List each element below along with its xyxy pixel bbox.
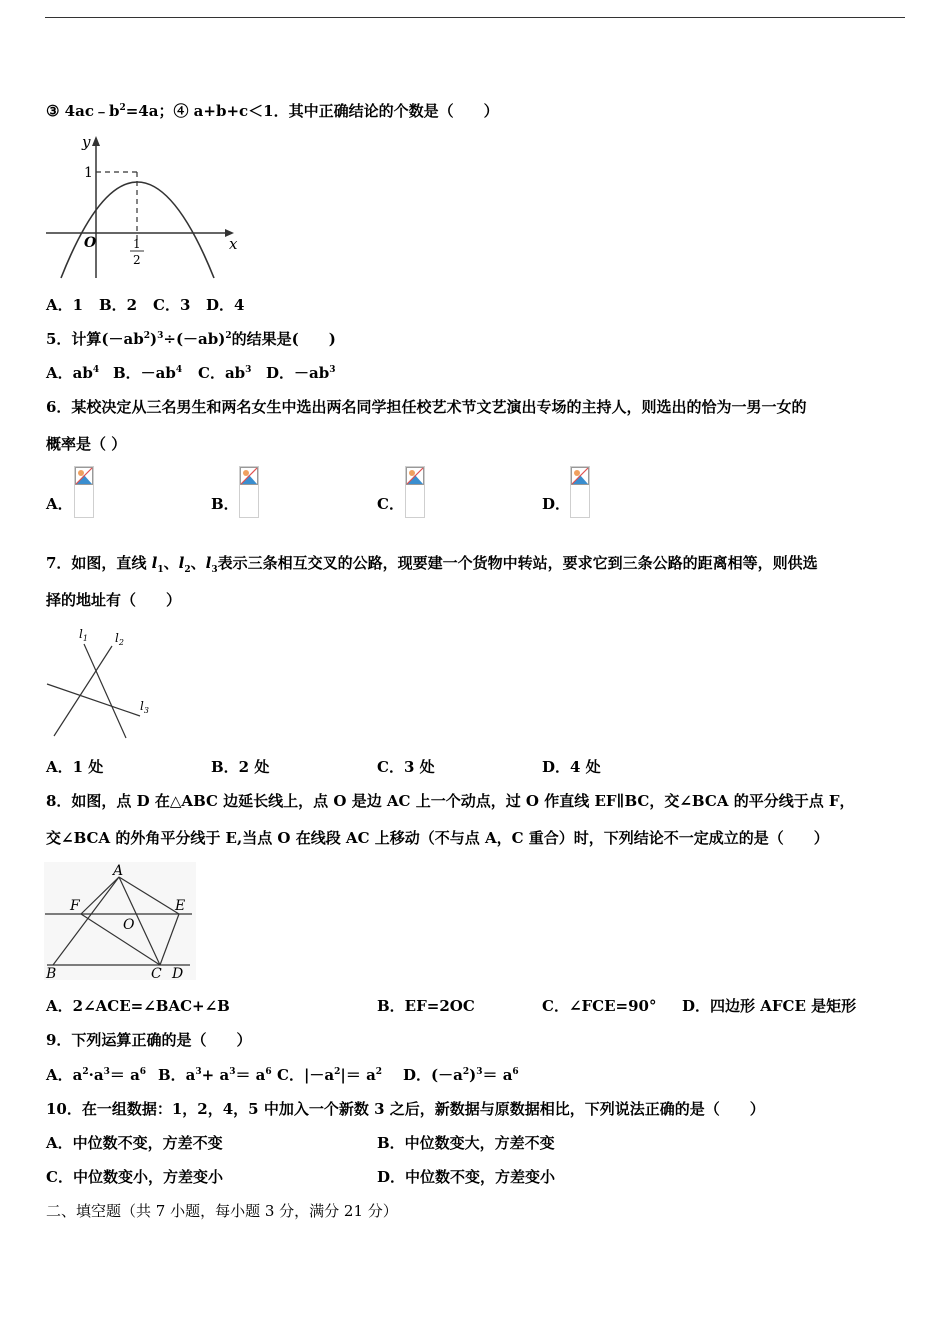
q8-option-b: B．EF=2OC (377, 997, 475, 1015)
q4-x-label: x (229, 235, 238, 253)
q6-option-a: A． (46, 495, 73, 513)
q9-option-a: A．$a^2\cdot a^3= a^6$ (46, 1066, 147, 1084)
q7-option-b: B．2 处 (211, 758, 270, 776)
q9-stem: 9．下列运算正确的是（ ） (46, 1031, 252, 1049)
q9-option-b: B．$a^3+ a^3= a^6$ (158, 1066, 272, 1084)
q8-label-f: F (70, 898, 80, 914)
q5-option-a: A．$ab^4$ (46, 364, 100, 382)
q7-option-d: D．4 处 (542, 758, 601, 776)
q4-origin-label: O (84, 235, 97, 251)
q8-stem-line1: 8．如图，点 D 在△ABC 边延长线上，点 O 是边 AC 上一个动点，过 O 作直线 EF∥BC，交∠BCA 的平分线于点 F， (46, 792, 855, 810)
q8-label-a: A (113, 863, 124, 879)
q8-option-c: C．∠FCE=90° (542, 997, 657, 1015)
svg-text:l1: $l_1$ (79, 627, 88, 643)
q7-option-a: A．1 处 (46, 758, 104, 776)
q8-label-c: C (151, 966, 162, 980)
q4-one-label: 1 (84, 165, 93, 181)
section-2-title: 二、填空题（共 7 小题，每小题 3 分，满分 21 分） (46, 1202, 398, 1220)
q10-option-a: A．中位数不变，方差不变 (46, 1134, 223, 1152)
q4-option-b: B．2 (99, 296, 138, 314)
q6-stem-line2: 概率是（ ） (46, 435, 127, 453)
q8-stem-line2: 交∠BCA 的外角平分线于 E,当点 O 在线段 AC 上移动（不与点 A，C 重合）时，下列结论不一定成立的是（ ） (46, 829, 829, 847)
header-rule (45, 17, 905, 18)
svg-text:l3: $l_3$ (140, 699, 149, 715)
q6-option-d: D． (542, 495, 571, 513)
q8-label-e: E (175, 898, 186, 914)
q4-option-c: C．3 (153, 296, 191, 314)
q7-stem-line2: 择的地址有（ ） (46, 591, 182, 609)
q4-option-d: D．4 (206, 296, 245, 314)
q10-option-c: C．中位数变小，方差变小 (46, 1168, 223, 1186)
q9-option-c: C．$|-a^2|= a^2$ (277, 1066, 383, 1084)
q10-option-d: D．中位数不变，方差变小 (377, 1168, 556, 1186)
q7-three-lines-figure (44, 624, 164, 742)
q4-half-numerator: 1 (133, 237, 141, 251)
q5-option-b: B．$-ab^4$ (113, 364, 183, 382)
q4-option-a: A．1 (46, 296, 84, 314)
q6-option-c-broken-image-icon (405, 466, 425, 518)
q6-option-a-broken-image-icon (74, 466, 94, 518)
q9-option-d: D．$(-a^2)^3= a^6$ (403, 1066, 519, 1084)
q7-stem-line1: 7．如图，直线 $l_1$、$l_2$、$l_3$表示三条相互交叉的公路，现要建一个货物中转站，要求它到三条公路的距离相等，则供选 (46, 554, 818, 575)
q7-fig-l3: l (140, 699, 144, 713)
q8-option-d: D．四边形 AFCE 是矩形 (682, 997, 857, 1015)
q8-label-b: B (46, 966, 57, 980)
q8-option-a: A．2∠ACE=∠BAC+∠B (46, 997, 230, 1015)
q8-label-d: D (172, 966, 184, 980)
q10-stem: 10．在一组数据：1，2，4，5 中加入一个新数 3 之后，新数据与原数据相比，下列说法正确的是（ ） (46, 1100, 765, 1118)
q7-fig-l1: l (79, 627, 83, 641)
q8-triangle-figure (44, 862, 196, 980)
q5-option-c: C．$ab^3$ (198, 364, 252, 382)
q8-label-o: O (123, 917, 135, 933)
q7-option-c: C．3 处 (377, 758, 435, 776)
q6-option-d-broken-image-icon (570, 466, 590, 518)
q7-fig-l2: l (115, 631, 119, 645)
q6-stem-line1: 6．某校决定从三名男生和两名女生中选出两名同学担任校艺术节文艺演出专场的主持人，则选出的恰为一男一女的 (46, 398, 807, 416)
q4-y-label: y (82, 133, 91, 151)
q6-option-b: B． (211, 495, 239, 513)
q4-parabola-graph (44, 130, 244, 280)
q4-conclusion-line: ③ $4ac﹣b^2=4a$；④ a+b+c＜1．其中正确结论的个数是（ ） (46, 102, 499, 120)
q10-option-b: B．中位数变大，方差不变 (377, 1134, 555, 1152)
q5-stem: 5．计算$(-ab^2)^3\div(-ab)^2$的结果是( ) (46, 330, 336, 348)
q5-option-d: D．$-ab^3$ (266, 364, 336, 382)
q4-half-denominator: 2 (133, 253, 141, 267)
q6-option-b-broken-image-icon (239, 466, 259, 518)
q6-option-c: C． (377, 495, 404, 513)
svg-text:l2: $l_2$ (115, 631, 124, 647)
